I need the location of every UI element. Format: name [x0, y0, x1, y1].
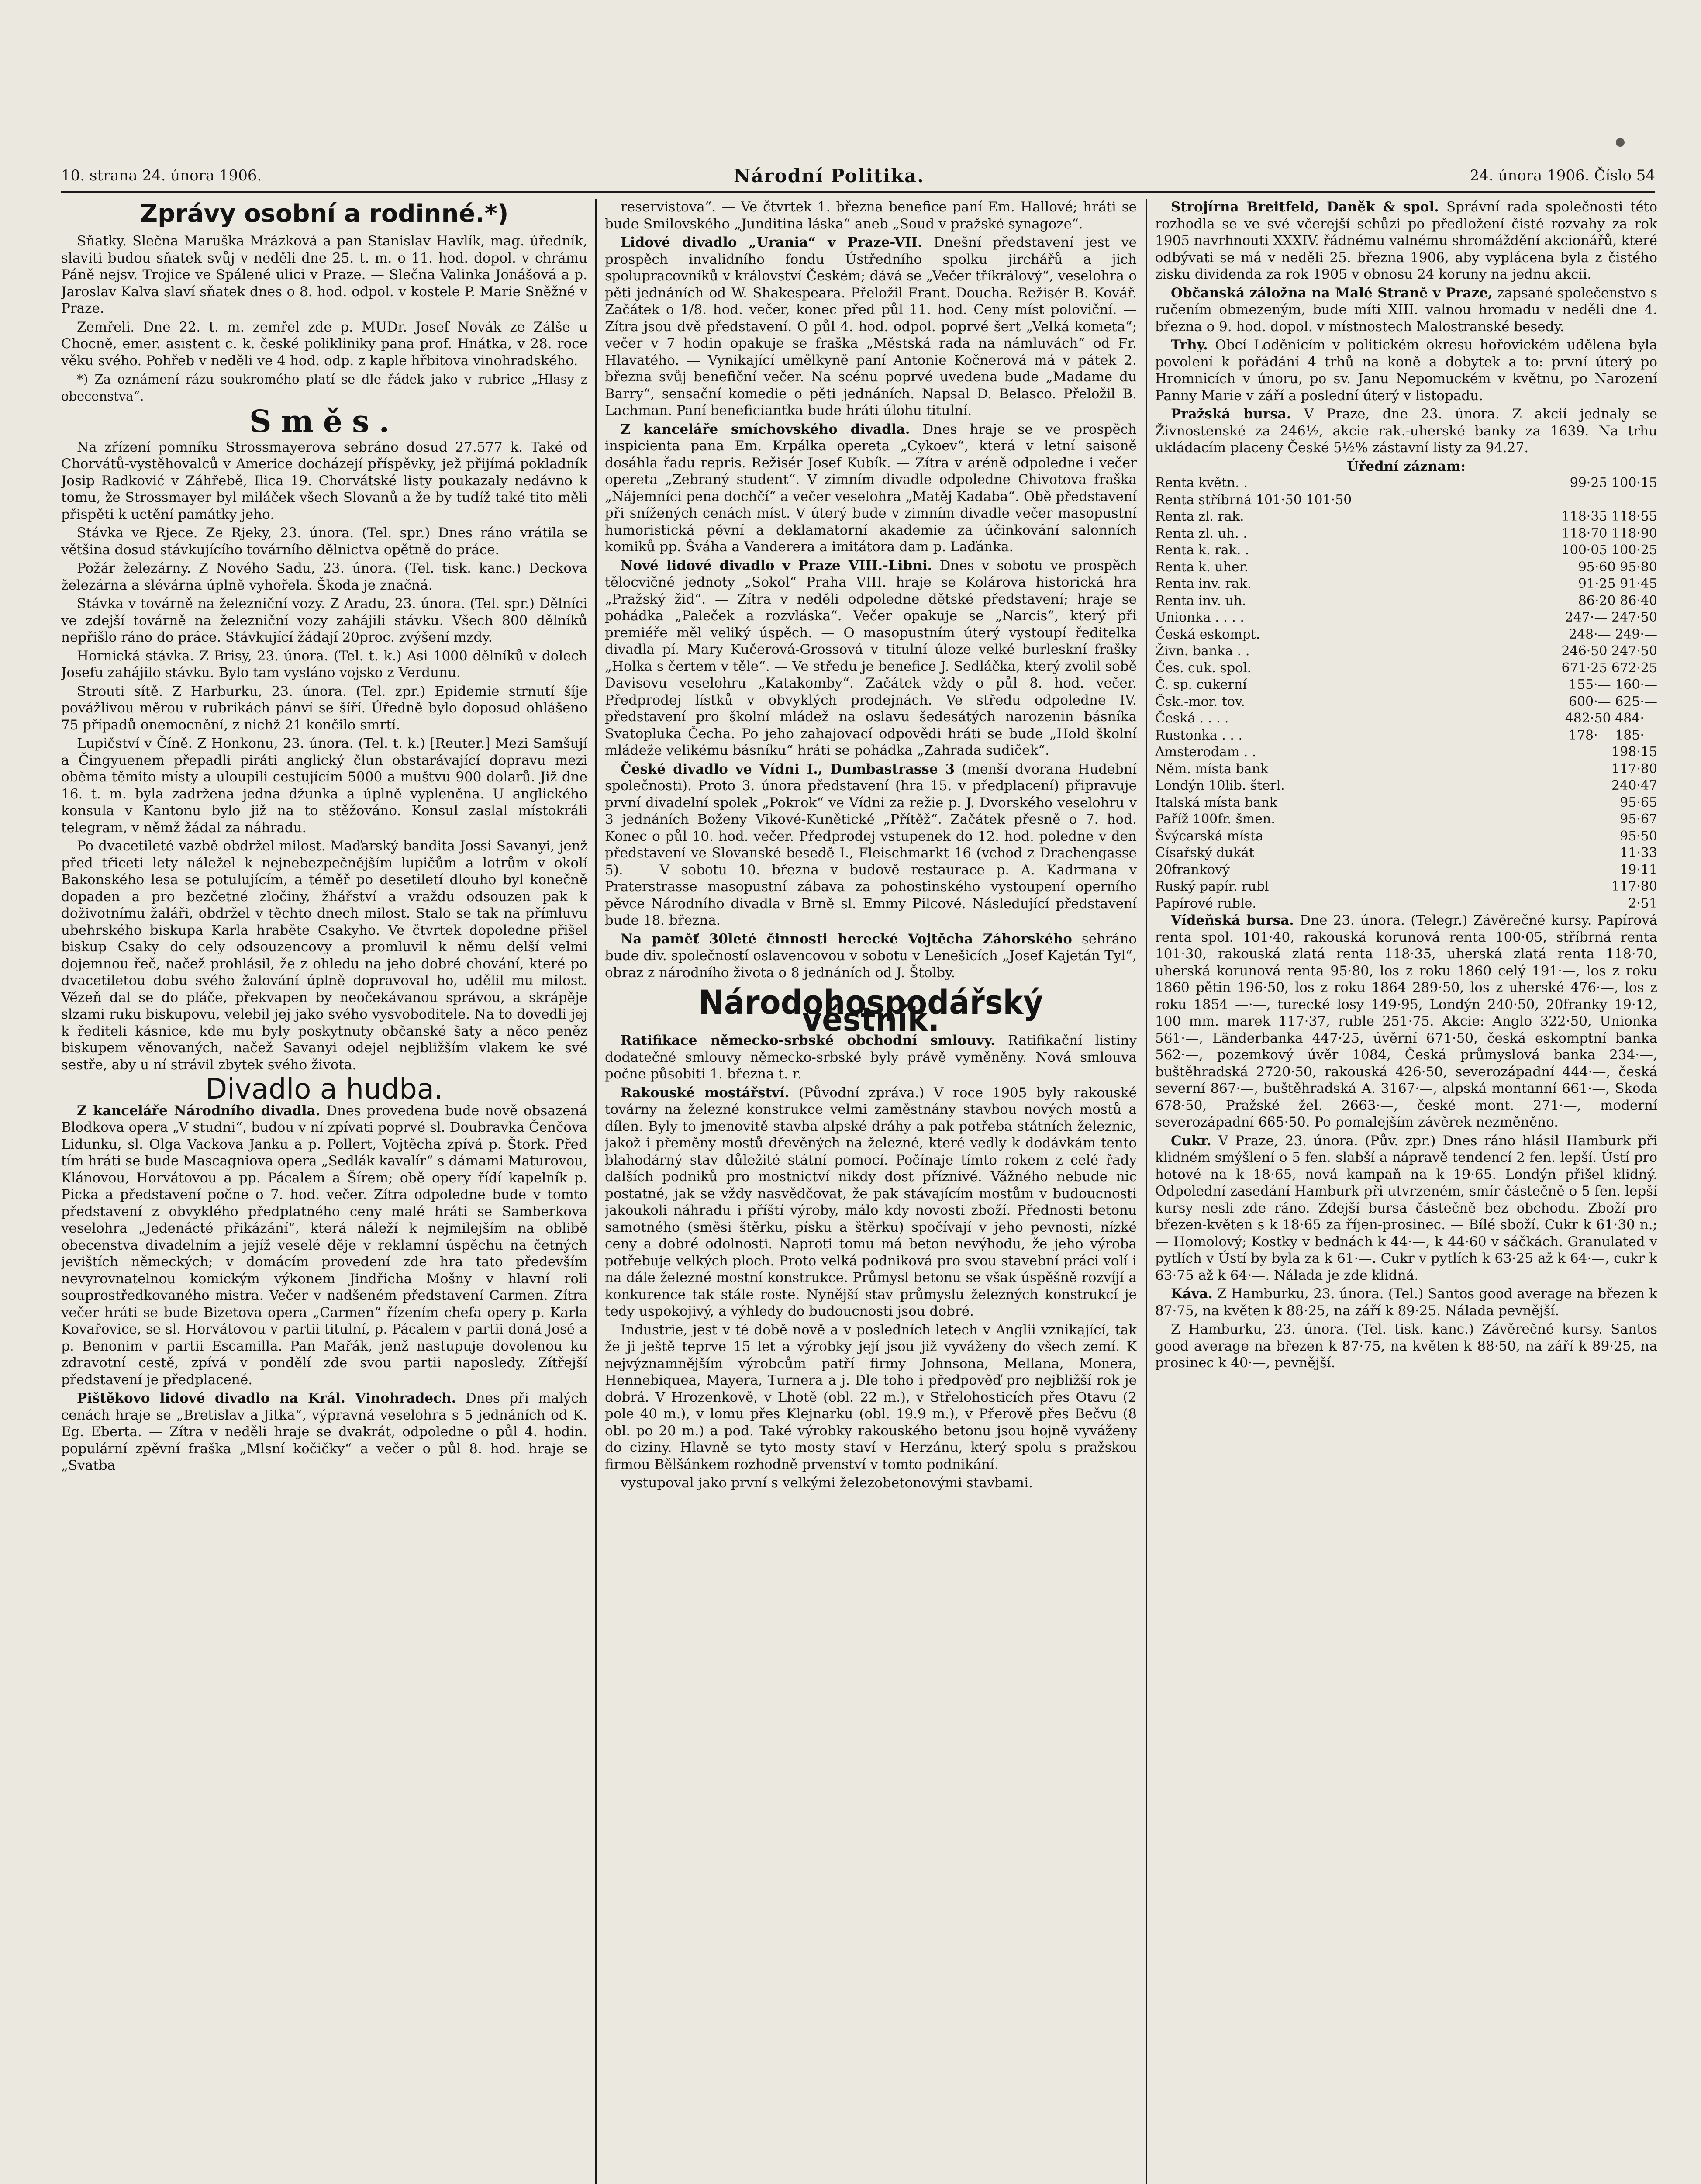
- rate-row: [1155, 795, 1657, 812]
- article-bridges-end: vystupoval jako první s velkými železobetonovými stavbami.: [621, 1475, 1033, 1491]
- rate-cell: Česká . . . .: [1155, 711, 1229, 726]
- rates-table-title: Úřední záznam:: [1346, 458, 1466, 474]
- section-heading-economy: Národohospodářský věstník.: [698, 983, 1043, 1039]
- article-smichov: Dnes hraje se ve prospěch inspicienta pana Em. Krpálka opereta „Cykoev“, která v letní saisoně dosáhla řadu repris. Režisér Josef Kubík. — Zítra v aréně odpoledne i večer opereta „Zebraný student“. V zimním divadle odpoledne Chivotova fraška „Nájemníci pena dochčí“ a večer veselohra „Matěj Kadaba“. Obě představení při snížených cenách míst. V úterý bude v zimním divadle večer masopustní humoristická pěvní a deklamatorní akademie za účinkování salonních komiků pp. Šváha a Vanderera a imitátora dam p. Laďánka.: [605, 421, 1137, 555]
- rate-cell: Renta stříbrná 101·50 101·50: [1155, 492, 1352, 508]
- rate-cell: Renta zl. rak.: [1155, 509, 1244, 524]
- article-national-theatre: Dnes provedena bude nově obsazená Blodkova opera „V studni“, budou v ní zpívati poprvé sl. Doubravka Čenčova Lidunku, sl. Olga Vackova Janku a p. Pollert, Vojtěcha zpívá p. Štork. Před tím hráti se bude Mascagniova opera „Sedlák kavalír“ s dámami Maturovou, Klánovou, Horvátovou a pp. Pácalem a Šírem; obě opery řídí kapelník p. Picka a představení počne o 7. hod. večer. Zítra odpoledne bude v tomto představení z obvyklého předplatného ceny malé hráti se Samberkova veselohra „Jedenácté přikázání“, která náleží k nejmilejším na oblibě obecenstva divadelním a jejíž veselé děje v reklamní úspěchu na četných jevištích německých; v domácím provedení zde hra tato především nevyrovnatelnou komickým výkonem Jindřicha Mošny v hlavní roli souprostředkovaného mistra. Večer v nadšeném představení Carmen. Zítra večer hráti se bude Bizetova opera „Carmen“ řízením chefa opery p. Karla Kovařovice, se sl. Horvátovou v partii titulní, p. Pácalem v partii doná José a p. Benonim v partii Escamilla. Pan Mařák, jenž nastupuje dovolenou ku zdravotní cestě, zpívá v pondělí zde svou partii naposledy. Zítřejší představení je předplacené.: [61, 1102, 587, 1388]
- rate-cell: Unionka . . . .: [1155, 610, 1244, 625]
- header-date-left: 10. strana 24. února 1906.: [61, 167, 262, 184]
- article-heading-coffee: Káva.: [1171, 1286, 1213, 1302]
- header-issue-right: 24. února 1906. Číslo 54: [1470, 167, 1655, 184]
- article-heading-zahorsky: Na paměť 30leté činnosti herecké Vojtěcha Záhorského: [621, 931, 1072, 947]
- rate-cell: Čsk.-mor. tov.: [1155, 694, 1245, 709]
- exchange-rates-table: [1155, 475, 1657, 912]
- article-prague-bourse: V Praze, dne 23. února. Z akcií jednaly se Živnostenské za 246½, akcie rak.-uherské banky za 1639. Na trhu ukládacím placeny České 5½% zástavní listy za 94.27.: [1155, 406, 1657, 456]
- article-zahorsky: sehráno bude div. společností oslavencovou v sobotu v Lenešicích „Josef Kajetán Tyl“, obraz z národního života o 8 jednáních od J. Štolby.: [605, 931, 1137, 981]
- rate-cell: Renta k. rak. .: [1155, 543, 1249, 558]
- rate-row: [1155, 727, 1657, 744]
- rate-cell: Živn. banka . .: [1155, 643, 1250, 659]
- rate-cell: 155·— 160·—: [1568, 677, 1657, 692]
- article-pardon: Po dvacetileté vazbě obdržel milost. Maďarský bandita Jossi Savanyi, jenž před třiceti lety náležel k nejnebezpečnějším lupičům a lotrům v okolí Bakonského lesa se potulujícím, a téměř po desetiletí dlouho byl konečně dopaden a pro bezčetné zločiny, žhářství a vraždu odsouzen pak k doživotnímu žaláři, obdržel v těchto dnech milost. Stalo se tak na přímluvu ubehrského biskupa Karla hraběte Csakyho. Ve čtvrtek dopoledne přišel biskup Csaky do cely odsouzencovy a promluvil k němu delší velmi dojemnou řeč, načež prohlásil, že z ohledu na jeho dobré chování, které po dvacetiletou dobu svého žalování úplně dopravoval ho, udělil mu milost. Vězeň dal se do pláče, překvapen by neočekávanou správou, a skrápěje slzami ruku biskupovu, velebil jej jako svého vysvoboditele. Na to dovedli jej k řediteli kásnice, kde mu byly poskytnuty občanské šaty a něco peněz biskupem věnovaných, načež Savanyi odejel nejbližším vlakem ke své sestře, aby u ní strávil zbytek svého života.: [61, 838, 587, 1073]
- rate-row: [1155, 845, 1657, 862]
- rate-row: [1155, 744, 1657, 761]
- rate-row: [1155, 559, 1657, 576]
- footnote-notice: *) Za oznámení rázu soukromého platí se dle řádek jako v rubrice „Hlasy z obecenstva“.: [61, 372, 587, 404]
- rate-row: [1155, 593, 1657, 610]
- rate-cell: 86·20 86·40: [1578, 593, 1657, 608]
- article-pistek-theatre: Dnes při malých cenách hraje se „Bretislav a Jitka“, výpravná veselohra s 5 jednáních od K. Eg. Eberta. — Zítra v neděli hraje se dvakrát, odpoledne o půl 4. hodin. populární zpěvní fraška „Mlsní kočičky“ a večer o půl 8. hod. hraje se „Svatba: [61, 1390, 587, 1473]
- masthead-title: Národní Politika.: [734, 165, 925, 187]
- article-treaty: Ratifikační listiny dodatečné smlouvy německo-srbské byly právě vyměněny. Nová smlouva počne působiti 1. března t. r.: [605, 1033, 1137, 1082]
- rate-cell: 2·51: [1628, 895, 1657, 911]
- rate-cell: 178·— 185·—: [1568, 727, 1657, 743]
- rate-row: [1155, 542, 1657, 559]
- article-vienna-bourse: Dne 23. února. (Telegr.) Závěrečné kursy. Papírová renta spol. 101·40, rakouská korunová renta 100·05, stříbrná renta 101·30, rakouská zlatá renta 118·35, uherská zlatá renta 118·70, uherská korunová renta 95·80, los z roku 1860 celý 191·—, los z roku 1860 pětin 196·50, los z roku 1864 289·50, los z uherské 476·—, los z roku 1854 —·—, turecké losy 149·95, Londýn 240·50, 20franky 19·12, 100 mm. marek 117·37, ruble 251·75. Akcie: Anglo 322·50, Unionka 561·—, Länderbanka 447·25, úvěrní 671·50, česká eskomptní banka 562·—, pozemkový úvěr 1084, Česká průmyslová banka 234·—, buštěhradská 2720·50, rakouská 426·50, severozápadní 444·—, česká severní 867·—, buštěhradská A. 3167·—, alpská montanní 661·—, Skoda 678·50, Pražské žel. 2663·—, české mont. 271·—, moderní severozápadní 665·50. Po pomalejším závěrek nezměněno.: [1155, 912, 1657, 1130]
- article-continued: reservistova“. — Ve čtvrtek 1. března benefice paní Em. Hallové; hráti se bude Smilovského „Junditina láska“ aneb „Soud v pražské synagoze“.: [605, 199, 1137, 232]
- rate-cell: Londýn 10lib. šterl.: [1155, 778, 1285, 793]
- rate-row: [1155, 878, 1657, 895]
- rate-cell: Renta inv. rak.: [1155, 576, 1252, 591]
- rate-cell: 671·25 672·25: [1561, 660, 1657, 676]
- rate-row: [1155, 525, 1657, 543]
- rate-cell: 246·50 247·50: [1561, 643, 1657, 659]
- article-urania: Dnešní představení jest ve prospěch invalidního fondu Ústředního spolku jirchářů a jich spolupracovníků v království Českém; dává se „Večer tříkrálový“, veselohra o pěti jednáních od W. Shakespeara. Přeložil Frant. Doucha. Režisér B. Kovář. Začátek o 1/8. hod. večer, konec před půl 11. hod. Ceny míst poloviční. — Zítra jsou dvě představení. O půl 4. hod. odpol. poprvé šert „Velká kometa“; večer v 7 hodin opakuje se fraška „Městská rada na námluvách“ od Fr. Hlavatého. — Vynikající umělkyně paní Antonie Kočnerová má v pátek 2. března svůj benefiční večer. Na scénu poprvé uvedena bude „Madame du Barry“, sensační komedie o pěti jednáních. Napsal D. Belasco. Přeložil B. Lachman. Paní beneficiantka bude hráti úlohu titulní.: [605, 235, 1137, 418]
- rate-cell: 247·— 247·50: [1565, 610, 1657, 625]
- rate-row: [1155, 895, 1657, 912]
- article-heading-pistek-theatre: Pištěkovo lidové divadlo na Král. Vinohradech.: [77, 1390, 456, 1406]
- article-bridges: (Původní zpráva.) V roce 1905 byly rakouské továrny na železné konstrukce velmi zaměstnány stavbou nových mostů a dílen. Byly to jmenovitě stavba alpské dráhy a pak potřeba státních železnic, jakož i přeměny mostů dřevěných na železné, které vedly k dodávkám tento blahodárný stav důležité státní pomocí. Počínaje tímto rokem z celé řady dalších podniků pro mostnictví nikdy dost příznivé. Vážného nebude nic postatné, jak se vždy nasvědčovat, že pak stávajícím mostům v budoucnosti jakoukoli náhradu i příští výroby, málo kdy novosti zboží. Přednosti betonu samotného (směsi štěrku, písku a štěrku) spočívají v jeho pevnosti, nízké ceny a dobré odolnosti. Naproti tomu má beton nevýhodu, že jeho výroba potřebuje velkých ploch. Proto velká podniková pro svou stavební práci volí i na dále železné mostní konstrukce. Průmysl betonu se však úspěšně rozvíjí a konkurence tak stále roste. Nynější stav průmyslu železných konstrukcí je tedy uspokojivý, a výhledy do budoucnosti jsou dobré.: [605, 1085, 1137, 1319]
- rate-row: [1155, 828, 1657, 845]
- article-coffee: Z Hamburku, 23. února. (Tel.) Santos good average na březen k 87·75, na květen k 88·25, na září k 89·25. Nálada pevnější.: [1155, 1286, 1657, 1319]
- article-monument: Na zřízení pomníku Strossmayerova sebráno dosud 27.577 k. Také od Chorvátů-vystěhovalců v Americe docházejí příspěvky, jež přijímá pokladník Josip Radković v Záhřebě, Ilica 19. Chorvátské listy poukazaly nedávno k tomu, že Strossmayer byl miláček všech Slovanů a že by tudíž také tito měli přispěti k uctění památky jeho.: [61, 439, 587, 522]
- rate-row: [1155, 643, 1657, 660]
- rate-row: [1155, 778, 1657, 795]
- rate-cell: 118·35 118·55: [1561, 509, 1657, 524]
- rate-cell: Italská místa bank: [1155, 795, 1277, 810]
- column-divider-1: [595, 199, 597, 2184]
- article-fire-ironworks: Požár železárny. Z Nového Sadu, 23. února. (Tel. tisk. kanc.) Deckova železárna a slévárna úplně vyhořela. Škoda je značná.: [61, 560, 587, 593]
- article-heading-bridges: Rakouské mostářství.: [621, 1085, 790, 1101]
- section-heading-smes: Směs.: [249, 403, 399, 439]
- rate-row: [1155, 609, 1657, 626]
- article-heading-breitfeld: Strojírna Breitfeld, Daněk & spol.: [1171, 199, 1439, 215]
- rate-cell: 11·33: [1620, 845, 1657, 860]
- article-heading-vienna-bourse: Vídeňská bursa.: [1171, 912, 1294, 928]
- rate-cell: 482·50 484·—: [1565, 711, 1657, 726]
- article-miners-strike: Hornická stávka. Z Brisy, 23. února. (Tel. t. k.) Asi 1000 dělníků v dolech Josefu zahájilo stávku. Bylo tam vysláno vojsko z Verdunu.: [61, 648, 587, 681]
- rate-cell: Renta zl. uh. .: [1155, 525, 1247, 541]
- rate-row: [1155, 626, 1657, 643]
- rate-cell: Švýcarská místa: [1155, 828, 1263, 844]
- article-heading-vienna-theatre: České divadlo ve Vídni I., Dumbastrasse 3: [621, 761, 955, 777]
- rate-cell: 99·25 100·15: [1570, 475, 1657, 491]
- article-vienna-theatre: (menší dvorana Hudební společnosti). Proto 3. února představení (hra 15. v předplacení) připravuje první divadelní spolek „Pokrok“ ve Vídni za režie p. J. Dvorského veselohru v 3 jednáních Boženy Vikové-Kunětické „Přítěž“. Začátek přesně o 7. hod. Konec o půl 10. hod. večer. Předprodej vstupenek do 12. hod. poledne v den představení ve Slovanské besedě I., Fleischmarkt 16 (vchod z Drachengasse 5). — V sobotu 10. března v budově restaurace p. A. Kadrmana v Praterstrasse masopustní zábava za pohostinského vystoupení operního pěvce Národního divadla v Brně sl. Emmy Pilcové. Následující představení bude 18. března.: [605, 761, 1137, 928]
- rate-cell: Ruský papír. rubl: [1155, 879, 1269, 894]
- rate-cell: 19·11: [1620, 862, 1657, 878]
- rate-cell: Císařský dukát: [1155, 845, 1254, 860]
- article-strike-arad: Stávka v továrně na železniční vozy. Z Aradu, 23. února. (Tel. spr.) Dělníci ve zdejší továrně na železniční vozy zahájili stávku. Všech 800 dělníků nepřišlo ráno do práce. Stávkující žádají 20proc. zvýšení mzdy.: [61, 596, 587, 645]
- rate-cell: Čes. cuk. spol.: [1155, 660, 1252, 676]
- article-liben: Dnes v sobotu ve prospěch tělocvičné jednoty „Sokol“ Praha VIII. hraje se Kolárova historická hra „Pražský žid“. — Zítra v neděli odpoledne dětské představení; hraje se pohádka „Paleček a rozvláska“. Večer opakuje se „Narcis“, který při premiéře měl veliký úspěch. — O masopustním úterý vystoupí ředitelka divadla pí. Mary Kučerová-Grossová v titulní úloze velké burleskní frašky „Holka s čertem v těle“. — Ve středu je benefice J. Sedláčka, který zvolil sobě Davisovu veselohru „Katakomby“. Začátek vždy o půl 8. hod. večer. Předprodej lístků v obvyklých prodejnách. Ve středu odpoledne IV. představení pro školní mládež na oslavu šedesátých narozenin básníka Svatopluka Čecha. Po jeho zahajovací odpovědi hráti se bude „Hold školní mládeže velikému básníku“ hráti se pohádka „Zahrada sudiček“.: [605, 557, 1137, 758]
- rate-cell: Česká eskompt.: [1155, 626, 1260, 642]
- rate-row: [1155, 508, 1657, 525]
- rate-cell: Amsterodam . .: [1155, 744, 1256, 760]
- rate-cell: 118·70 118·90: [1561, 525, 1657, 541]
- rate-row: [1155, 475, 1657, 492]
- rate-cell: Č. sp. cukerní: [1155, 677, 1247, 692]
- header-rule: [61, 191, 1655, 193]
- rate-cell: Něm. místa bank: [1155, 761, 1269, 777]
- article-heading-smichov: Z kanceláře smíchovského divadla.: [621, 421, 910, 437]
- article-heading-markets: Trhy.: [1171, 337, 1208, 353]
- page-header: [61, 162, 1655, 189]
- article-heading-liben: Nové lidové divadlo v Praze VIII.-Libni.: [621, 557, 932, 574]
- rate-cell: Papírové ruble.: [1155, 895, 1256, 911]
- section-heading-theatre: Divadlo a hudba.: [205, 1073, 443, 1106]
- rate-row: [1155, 492, 1657, 509]
- article-heading-treaty: Ratifikace německo-srbské obchodní smlouvy.: [621, 1033, 995, 1048]
- article-breitfeld: Správní rada společnosti této rozhodla se ve své včerejší schůzi po předložení čisté rozvahy za rok 1905 navrhnouti XXXIV. řádnému valnému shromáždění akcionářů, které odbývati se má v neděli 25. března 1906, aby vyplácena byla z čistého zisku dividenda za rok 1905 v obnosu 24 koruny na jednu akcii.: [1155, 199, 1657, 282]
- rate-row: [1155, 710, 1657, 727]
- rate-cell: 20frankový: [1155, 862, 1230, 878]
- rate-cell: 600·— 625·—: [1568, 694, 1657, 709]
- rate-row: [1155, 660, 1657, 677]
- rate-row: [1155, 677, 1657, 694]
- rate-cell: Renta k. uher.: [1155, 559, 1249, 575]
- rate-cell: 95·60 95·80: [1578, 559, 1657, 575]
- rate-row: [1155, 811, 1657, 828]
- article-heading-urania: Lidové divadlo „Urania“ v Praze-VII.: [621, 235, 922, 250]
- rate-row: [1155, 862, 1657, 879]
- rate-cell: 95·67: [1620, 812, 1657, 827]
- rate-cell: 240·47: [1611, 778, 1657, 793]
- article-sugar: V Praze, 23. února. (Pův. zpr.) Dnes ráno hlásil Hamburk při klidném smýšlení o 5 fen. slabší a nápravě tendencí 2 fen. lepší. Ústí pro hotové na k 18·65, nová kampaň na k 19·65. Londýn přišel klidný. Odpolední zasedání Hamburk při utvrzeném, smír částečně o 5 fen. lepší kursy nesli zde ráno. Zdejší bursa částečně bez obchodu. Zboží pro březen-květen s k 18·65 za říjen-prosinec. — Bílé sboží. Cukr k 61·30 n.; — Homolový; Kostky v bednách k 44·—, k 44·60 v sáčkách. Granulated v pytlích v Ústí by byla za k 61·—. Cukr v pytlích k 63·25 až k 64·—, cukr k 63·75 až k 64·—. Nálada je zde klidná.: [1155, 1133, 1657, 1283]
- rate-cell: 248·— 249·—: [1568, 626, 1657, 642]
- column-divider-2: [1146, 199, 1147, 2184]
- article-heading-prague-bourse: Pražská bursa.: [1171, 406, 1291, 422]
- rate-row: [1155, 761, 1657, 778]
- article-heading-sugar: Cukr.: [1171, 1133, 1211, 1149]
- article-bridges-continued: Industrie, jest v té době nově a v posledních letech v Anglii vznikající, tak že ji ještě teprve 15 let a výrobky její jsou již vyváženy do všech zemí. K nejvýznamnějším výrobcům patří firmy Johnsona, Mellana, Monera, Hennebiquea, Mayera, Turnera a j. Dle toho i předpověď pro nejbližší rok je dobrá. V Hrozenkově, v Lhotě (obl. 22 m.), v Střelohosticích přes Otavu (2 pole 40 m.), v lomu přes Klejnarku (obl. 19.9 m.), v Přerově přes Bečvu (8 obl. po 20 m.) a pod. Také výrobky rakouského betonu jsou hojně vyváženy do ciziny. Hlavně se tyto mosty staví v Herzánu, který spolu s pražskou firmou Bělšánkem rozhodně prvenství v tomto podnikání.: [605, 1322, 1137, 1472]
- rate-cell: 117·80: [1611, 879, 1657, 894]
- article-heading-national-theatre: Z kanceláře Národního divadla.: [77, 1102, 321, 1119]
- rate-row: [1155, 576, 1657, 593]
- rate-cell: Renta inv. uh.: [1155, 593, 1246, 608]
- rate-cell: Renta květn. .: [1155, 475, 1248, 491]
- article-epidemic: Strouti sítě. Z Harburku, 23. února. (Tel. zpr.) Epidemie strnutí šíje povážlivou měrou v rubrikách pánví se šíří. Úředně bylo doposud ohlášeno 75 případů onemocnění, z nichž 21 končilo smrtí.: [61, 683, 587, 733]
- rate-cell: 95·65: [1620, 795, 1657, 810]
- rate-cell: Paříž 100fr. šmen.: [1155, 812, 1275, 827]
- rate-row: [1155, 694, 1657, 711]
- rate-cell: 100·05 100·25: [1561, 543, 1657, 558]
- ink-blot: [1616, 138, 1625, 147]
- article-markets: Obcí Loděnicím v politickém okresu hořovickém udělena byla povolení k pořádání 4 trhů na koně a dobytek a to: první úterý po Hromnicích v únoru, po sv. Janu Nepomuckém v květnu, po Narození Panny Marie v září a poslední úterý v listopadu.: [1155, 337, 1657, 404]
- column-1: [61, 199, 587, 2184]
- column-3: [1155, 199, 1657, 2184]
- article-coffee-hamburg: Z Hamburku, 23. února. (Tel. tisk. kanc.) Závěrečné kursy. Santos good average na březen k 87·75, na květen k 88·50, na září k 89·25, na prosinec k 40·—, pevnější.: [1155, 1321, 1657, 1371]
- column-2: [605, 199, 1137, 2184]
- article-strike-rijeka: Stávka ve Rjece. Ze Rjeky, 23. února. (Tel. spr.) Dnes ráno vrátila se většina dosud stávkujícího továrního dělnictva opětně do práce.: [61, 525, 587, 558]
- rate-cell: 198·15: [1611, 744, 1657, 760]
- rate-cell: Rustonka . . .: [1155, 727, 1243, 743]
- article-deaths: Zemřeli. Dne 22. t. m. zemřel zde p. MUDr. Josef Novák ze Zálše u Chocně, emer. asistent c. k. české polikliniky pana prof. Hnátka, v 28. roce věku svého. Pohřeb v neděli ve 4 hod. odp. z kaple hřbitova vinohradského.: [61, 319, 587, 369]
- rate-cell: 117·80: [1611, 761, 1657, 777]
- article-heading-zalozna: Občanská záložna na Malé Straně v Praze,: [1171, 285, 1493, 301]
- article-zalozna: zapsané společenstvo s ručením obmezeným, bude míti XIII. valnou hromadu v neděli dne 4. března o 9. hod. dopol. v místnostech Malostranské besedy.: [1155, 285, 1657, 335]
- rate-cell: 91·25 91·45: [1578, 576, 1657, 591]
- article-weddings: Sňatky. Slečna Maruška Mrázková a pan Stanislav Havlík, mag. úředník, slaviti budou sňatek svůj v neděli dne 25. t. m. o 11. hod. dopol. v chrámu Páně nejsv. Trojice ve Spálené ulici v Praze. — Slečna Valinka Jonášová a p. Jaroslav Kalva slaví sňatek dnes o 8. hod. odpol. v kostele P. Marie Sněžné v Praze.: [61, 233, 587, 316]
- article-piracy-china: Lupičství v Číně. Z Honkonu, 23. února. (Tel. t. k.) [Reuter.] Mezi Samšují a Čingyuenem přepadli piráti anglický člun obstarávající dopravu mezi oběma těmito místy a uloupili cestujícím 5000 a muštvu 900 dolarů. Již dne 16. t. m. byla zadržena jedna džunka a úplně vypleněna. U anglického konsula v Kantonu bylo již na to stěžováno. Konsul zaslal místokráli telegram, v němž žádal za náhradu.: [61, 736, 587, 836]
- rate-cell: 95·50: [1620, 828, 1657, 844]
- section-heading-personal: Zprávy osobní a rodinné.*): [140, 200, 509, 228]
